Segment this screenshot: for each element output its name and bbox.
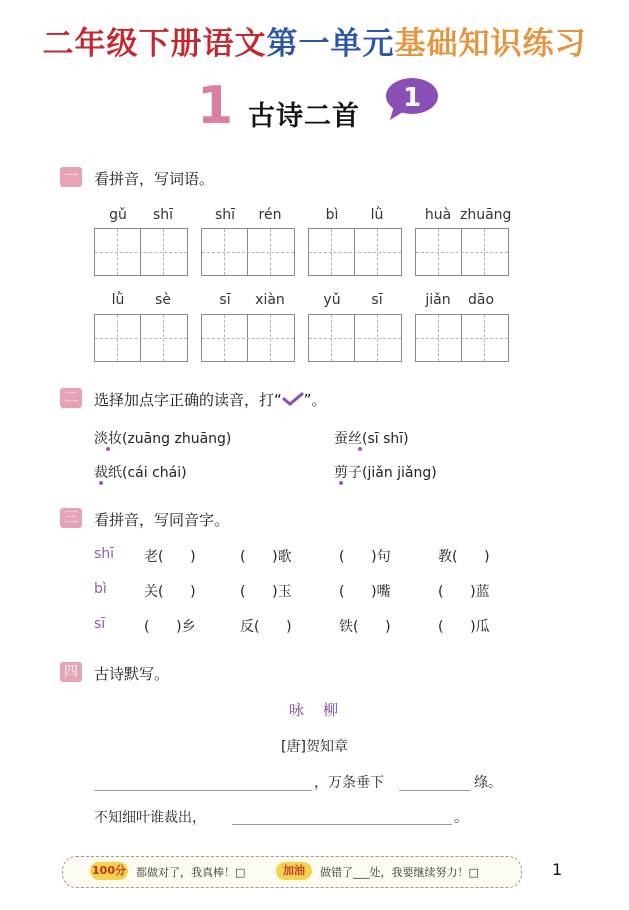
bubble-number: 1 (402, 83, 422, 113)
poem-line1-end: 绦。 (474, 775, 502, 791)
homophone-blank[interactable]: 老( ) (144, 549, 196, 565)
homophone-blank[interactable]: ( )蓝 (438, 584, 490, 600)
reading-choice: 淡妆(zuāng zhuāng) (94, 431, 232, 447)
pinyin: xiàn (255, 292, 285, 308)
speech-bubble-icon (384, 76, 440, 120)
pinyin: bì (325, 207, 339, 223)
pinyin: jiǎn (425, 292, 451, 308)
pinyin: sè (155, 292, 171, 308)
pinyin: rén (258, 207, 282, 223)
title-part-practice: 基础知识练习 (394, 26, 587, 62)
poem-author: [唐]贺知章 (281, 739, 348, 755)
page-title (0, 18, 629, 63)
section-title-1: 看拼音，写词语。 (94, 170, 215, 188)
answer-line[interactable] (94, 790, 312, 791)
section-badge-2: 二 (60, 388, 82, 408)
emphasis-dot (99, 481, 103, 485)
self-check-text-2[interactable]: 做错了___处，我要继续努力！□ (320, 866, 479, 879)
self-check-text-1[interactable]: 都做对了，我真棒！□ (136, 866, 246, 879)
homophone-blank[interactable]: 关( ) (144, 584, 196, 600)
homophone-blank[interactable]: 教( ) (438, 549, 490, 565)
homophone-pinyin: sī (94, 616, 106, 632)
homophone-blank[interactable]: ( )句 (339, 549, 391, 565)
writing-grid[interactable] (201, 228, 295, 276)
writing-grid[interactable] (201, 314, 295, 362)
poem-line2-end: 。 (454, 810, 468, 826)
pinyin: gǔ (109, 207, 127, 223)
poem-title: 咏 柳 (288, 701, 340, 719)
writing-grid[interactable] (94, 314, 188, 362)
pinyin: huà (424, 207, 452, 223)
page-number: 1 (552, 860, 563, 879)
answer-line[interactable] (399, 790, 471, 791)
answer-line[interactable] (232, 824, 452, 825)
section-title-2 (94, 389, 327, 410)
pinyin: shī (214, 207, 236, 223)
score-badge: 100分 (90, 862, 128, 880)
writing-grid[interactable] (308, 314, 402, 362)
reading-choice: 裁纸(cái chái) (94, 465, 187, 481)
title-part-grade: 二年级下册语文 (42, 26, 267, 62)
poem-line1-mid: ，万条垂下 (314, 775, 384, 791)
reading-choice: 蚕丝(sī shī) (334, 431, 409, 447)
section-badge-1: 一 (60, 167, 82, 187)
emphasis-dot (358, 447, 362, 451)
homophone-blank[interactable]: ( )玉 (240, 584, 292, 600)
homophone-blank[interactable]: 反( ) (240, 619, 292, 635)
section-badge-3: 三 (60, 508, 82, 528)
emphasis-dot (106, 447, 110, 451)
writing-grid[interactable] (94, 228, 188, 276)
pinyin: sī (371, 292, 383, 308)
lesson-title: 古诗二首 (248, 101, 360, 132)
lesson-number: 1 (197, 76, 234, 136)
poem-line2-start: 不知细叶谁裁出， (94, 810, 206, 826)
homophone-blank[interactable]: ( )歌 (240, 549, 292, 565)
section-title-4: 古诗默写。 (94, 665, 170, 683)
writing-grid[interactable] (308, 228, 402, 276)
pinyin: lǜ (370, 207, 384, 223)
homophone-pinyin: bì (94, 581, 107, 597)
pinyin: yǔ (323, 292, 341, 308)
writing-grid[interactable] (415, 314, 509, 362)
pinyin: shī (152, 207, 174, 223)
homophone-blank[interactable]: 铁( ) (339, 619, 391, 635)
emphasis-dot (339, 481, 343, 485)
pinyin: dāo (467, 292, 495, 308)
section-badge-4: 四 (60, 662, 82, 682)
homophone-blank[interactable]: ( )乡 (144, 619, 196, 635)
homophone-blank[interactable]: ( )嘴 (339, 584, 391, 600)
title-part-unit: 第一单元 (266, 26, 395, 62)
section-title-3: 看拼音，写同音字。 (94, 511, 230, 529)
cheer-badge: 加油 (276, 862, 312, 880)
pinyin: sī (219, 292, 231, 308)
pinyin: zhuāng (460, 207, 512, 223)
section-title-2-before: 选择加点字正确的读音，打“ (94, 391, 282, 409)
section-title-2-after: ”。 (303, 391, 327, 409)
reading-choice: 剪子(jiǎn jiǎng) (334, 465, 437, 481)
pinyin: lǜ (111, 292, 125, 308)
homophone-pinyin: shī (94, 546, 115, 562)
checkmark-icon (282, 392, 304, 406)
homophone-blank[interactable]: ( )瓜 (438, 619, 490, 635)
writing-grid[interactable] (415, 228, 509, 276)
